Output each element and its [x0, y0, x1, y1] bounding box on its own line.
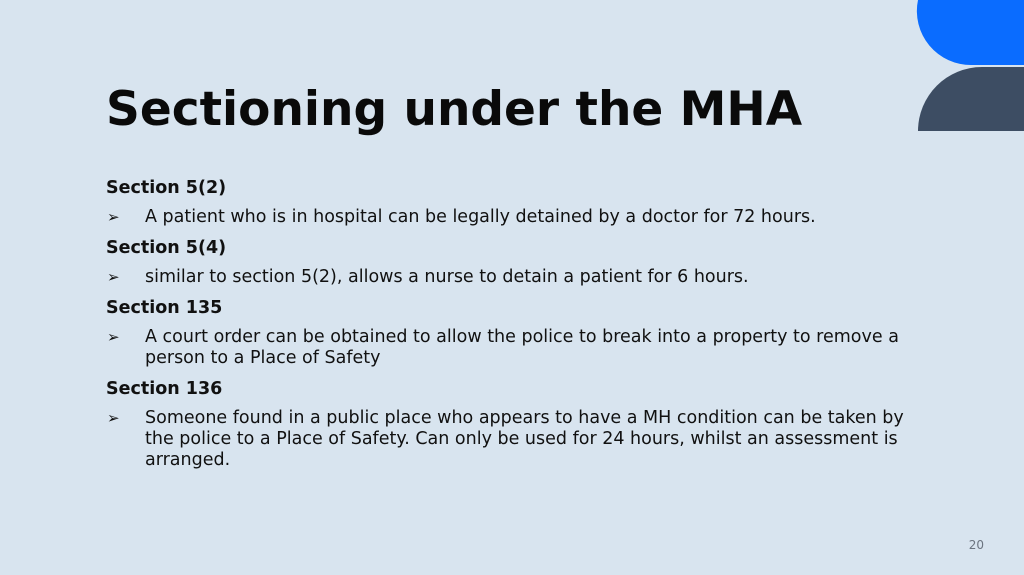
arrow-bullet-icon: ➢ [107, 409, 120, 427]
bullet-text: A court order can be obtained to allow the police to break into a property to remove a person to a Place of Safety [145, 327, 899, 368]
arrow-bullet-icon: ➢ [107, 328, 120, 346]
arrow-bullet-icon: ➢ [107, 208, 120, 226]
section-heading: Section 135 [106, 298, 223, 318]
bullet-item [106, 207, 906, 228]
bullet-text: Someone found in a public place who appears to have a MH condition can be taken by the police to a Place of Safety. Can only be used for 24 hours, whilst an assessment is arranged. [145, 408, 904, 470]
bullet-item [106, 267, 906, 288]
bullet-item [106, 327, 906, 369]
bullet-text: A patient who is in hospital can be legally detained by a doctor for 72 hours. [145, 207, 816, 227]
section-heading: Section 5(2) [106, 178, 227, 198]
slide-content [106, 176, 906, 479]
section-heading: Section 5(4) [106, 238, 227, 258]
decorative-shapes [900, 0, 1024, 140]
bullet-item [106, 408, 906, 471]
blue-quarter-shape [917, 0, 1024, 65]
section-heading: Section 136 [106, 379, 223, 399]
slate-quarter-shape [918, 67, 1024, 131]
slide-title: Sectioning under the MHA [106, 82, 803, 137]
page-number: 20 [968, 538, 984, 552]
bullet-text: similar to section 5(2), allows a nurse to detain a patient for 6 hours. [145, 267, 749, 287]
arrow-bullet-icon: ➢ [107, 268, 120, 286]
